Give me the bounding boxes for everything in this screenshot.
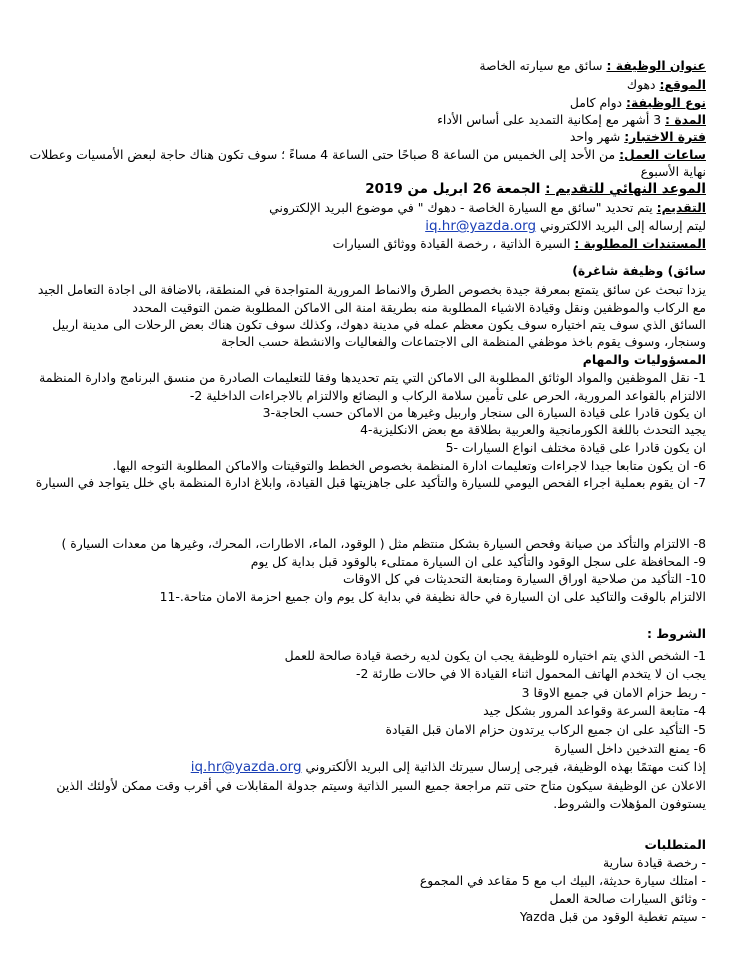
duration-row xyxy=(14,111,706,128)
location-label: الموقع: xyxy=(659,77,706,92)
job-type-value: دوام كامل xyxy=(569,95,627,110)
responsibility-item: 8- الالتزام والتأكد من صيانة وفحص السيارة بشكل منتظم مثل ( الوقود، الماء، الاطارات، المحرك، وغيرها من معدات السيارة ) xyxy=(61,536,706,551)
location-row xyxy=(14,76,706,93)
requirement-item: - وثائق السيارات صالحة العمل xyxy=(549,891,706,906)
condition-item: 1- الشخص الذي يتم اختياره للوظيفة يجب ان يكون لديه رخصة قيادة صالحة للعمل xyxy=(284,648,706,663)
about-line: يزدا تبحث عن سائق يتمتع بمعرفة جيدة بخصوص الطرق والانماط المرورية المتواجدة في المنطقة، بالاضافة الى اجادة التعامل الجيد xyxy=(37,282,706,297)
job-title-row xyxy=(14,57,706,74)
deadline-value: الجمعة 26 ابريل من 2019 xyxy=(365,181,546,197)
responsibilities-heading: المسؤوليات والمهام xyxy=(582,352,706,367)
deadline-label: الموعد النهائي للتقديم : xyxy=(545,181,706,197)
duration-label: المدة : xyxy=(665,112,706,127)
documents-row xyxy=(14,235,706,252)
apply-value: يتم تحديد "سائق مع السيارة الخاصة - دهوك " في موضوع البريد الإلكتروني xyxy=(269,200,657,215)
apply-email-row xyxy=(14,217,706,235)
condition-item: - ربط حزام الامان في جميع الاوقا 3 xyxy=(521,685,706,700)
conditions-heading: الشروط : xyxy=(646,626,706,641)
deadline-row xyxy=(14,181,706,198)
responsibility-item: ان يكون قادرا على قيادة مختلف انواع السيارات -5 xyxy=(445,440,706,455)
documents-label: المستندات المطلوبة : xyxy=(574,236,706,251)
work-hours-row xyxy=(14,146,706,163)
documents-value: السيرة الذاتية ، رخصة القيادة ووثائق السيارات xyxy=(332,236,575,251)
contact-email-link[interactable]: iq.hr@yazda.org xyxy=(190,759,302,775)
requirement-item: - امتلك سيارة حديثة، البيك اب مع 5 مقاعد في المجموع xyxy=(419,873,706,888)
vacancy-heading: سائق) وظيفة شاغرة) xyxy=(572,263,706,278)
work-hours-value: من الأحد إلى الخميس من الساعة 8 صباحًا حتى الساعة 4 مساءً ؛ سوف تكون هناك حاجة لبعض الأمسيات وعطلات xyxy=(29,147,620,162)
requirement-item: - رخصة قيادة سارية xyxy=(603,855,706,870)
probation-row xyxy=(14,128,706,145)
responsibility-item: 9- المحافظة على سجل الوقود والتأكيد على ان السيارة ممتلىء بالوقود قبل بداية كل يوم xyxy=(250,554,706,569)
about-line: مع الركاب والموظفين ونقل وقيادة الاشياء المطلوبة منه بطريقة امنة الى الاماكن المطلوبة ضمن التوقيت المحدد xyxy=(132,300,706,315)
job-type-label: نوع الوظيفة: xyxy=(626,95,706,110)
responsibility-item: 7- ان يقوم بعملية اجراء الفحص اليومي للسيارة والتأكيد على جاهزيتها قبل القيادة، وابلاغ ادارة المنظمة باي خلل يتواجد في السيارة xyxy=(35,475,706,490)
apply-email-text: ليتم إرساله إلى البريد الالكتروني xyxy=(539,218,706,233)
contact-text: إذا كنت مهتمًا بهذه الوظيفة، فيرجى إرسال سيرتك الذاتية إلى البريد الألكتروني xyxy=(305,759,706,774)
contact-row xyxy=(14,758,706,776)
job-title-value: سائق مع سيارته الخاصة xyxy=(479,58,607,73)
apply-email-link[interactable]: iq.hr@yazda.org xyxy=(425,218,537,234)
about-line: السائق الذي سوف يتم اختياره سوف يكون معظم عمله في مدينة دهوك، وكذلك سوف تكون هناك بعض الرحلات الى مدينة اربيل xyxy=(52,317,706,332)
review-line: يستوفون المؤهلات والشروط. xyxy=(553,796,706,811)
condition-item: يجب ان لا يتخدم الهاتف المحمول اثناء القيادة الا في حالات طارئة 2- xyxy=(355,666,706,681)
apply-label: التقديم: xyxy=(656,200,706,215)
responsibility-item: ان يكون قادرا على قيادة السيارة الى سنجار واربيل وغيرها من الاماكن حسب الحاجة-3 xyxy=(262,405,706,420)
responsibility-item: الالتزام بالوقت والتاكيد على ان السيارة في حالة نظيفة في بداية كل يوم وان جميع احزمة الامان متاحة.-11 xyxy=(159,589,706,604)
responsibility-item: 1- نقل الموظفين والمواد الوثائق المطلوبة الى الاماكن التي يتم تحديدها وفقا للتعليمات الصادرة من منسق البرنامج وادارة المنظمة xyxy=(39,370,706,385)
requirements-heading: المتطلبات xyxy=(644,837,706,852)
responsibility-item: الالتزام بالقواعد المرورية، الحرص على تأمين سلامة الركاب و البضائع والالتزام بالاجراءات الداخلية 2- xyxy=(189,388,706,403)
duration-value: 3 أشهر مع إمكانية التمديد على أساس الأداء xyxy=(437,112,666,127)
responsibility-item: 10- التأكيد من صلاحية اوراق السيارة ومتابعة التحديثات في كل الاوقات xyxy=(343,571,706,586)
location-value: دهوك xyxy=(626,77,660,92)
work-hours-label: ساعات العمل: xyxy=(619,147,706,162)
probation-value: شهر واحد xyxy=(569,129,625,144)
condition-item: 5- التأكيد على ان جميع الركاب يرتدون حزام الامان قبل القيادة xyxy=(385,722,706,737)
apply-row xyxy=(14,199,706,216)
responsibility-item: 6- ان يكون متابعا جيدا لاجراءات وتعليمات ادارة المنظمة بخصوص الخطط والتوقيتات والاماكن المطلوبة التوجه اليها. xyxy=(112,458,706,473)
work-hours-row-2: نهاية الأسبوع xyxy=(640,164,706,179)
job-type-row xyxy=(14,94,706,111)
review-line: الاعلان عن الوظيفة سيكون متاح حتى تتم مراجعة جميع السير الذاتية وسيتم جدولة المقابلات في أقرب وقت ممكن لأولئك الذين xyxy=(56,778,706,793)
condition-item: 4- متابعة السرعة وقواعد المرور بشكل جيد xyxy=(483,703,706,718)
condition-item: 6- يمنع التدخين داخل السيارة xyxy=(554,741,706,756)
job-title-label: عنوان الوظيفة : xyxy=(606,58,706,73)
responsibility-item: يجيد التحدث باللغة الكورمانجية والعربية بطلاقة مع بعض الانكليزية-4 xyxy=(360,422,706,437)
requirement-item: - سيتم تغطية الوقود من قبل Yazda xyxy=(519,909,706,924)
probation-label: فترة الاختبار: xyxy=(624,129,706,144)
about-line: وسنجار، وسوف يقوم باخذ موظفي المنظمة الى الاجتماعات والفعاليات والانشطة حسب الحاجة xyxy=(221,334,706,349)
